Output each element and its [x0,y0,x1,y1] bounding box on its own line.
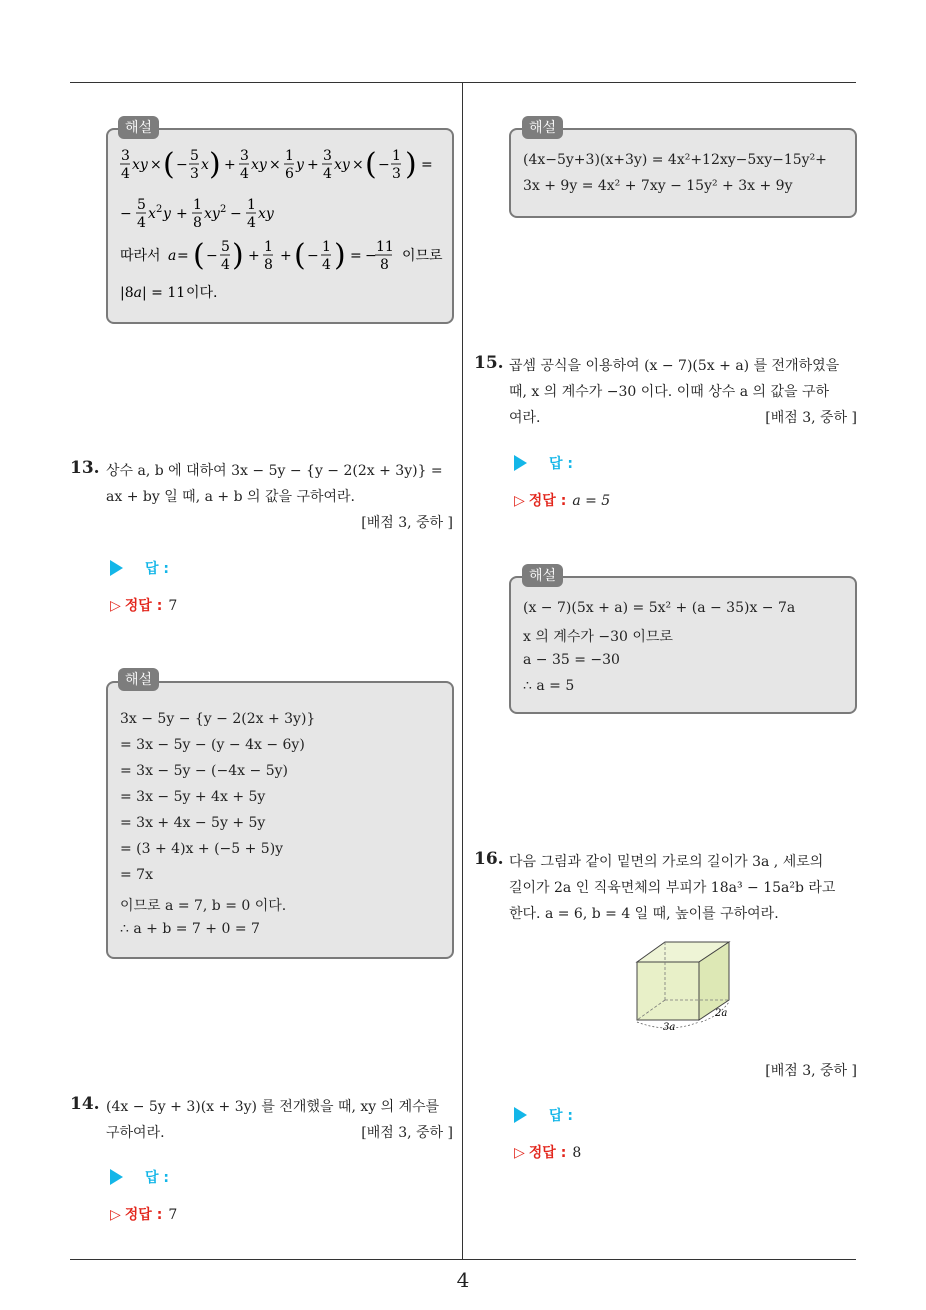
svg-text:−: − [307,248,319,264]
svg-text:−: − [176,157,188,173]
q14-line2: 구하여라. [106,1125,165,1141]
svg-text:(: ( [163,147,175,182]
sol15-line: ∴ a = 5 [523,678,575,694]
svg-text:2: 2 [220,204,227,215]
q15-answer-label: 답 : [514,453,573,473]
q16-answer-label: 답 : [514,1105,573,1125]
svg-text:=: = [350,248,362,264]
sol13-line: 이므로 a = 7, b = 0 이다. [120,898,287,914]
solution-tag-14: 해설 [522,116,563,139]
svg-text:5: 5 [221,239,230,255]
svg-text:4: 4 [121,166,130,182]
svg-text:+: + [176,206,188,222]
cuboid-width-label: 3a [663,1022,676,1033]
svg-text:−: − [230,206,242,222]
sol13-line: ∴ a + b = 7 + 0 = 7 [120,921,260,937]
svg-text:1: 1 [285,148,294,164]
svg-text:=: = [177,248,189,264]
svg-text:2: 2 [156,204,163,215]
q13-number: 13. [70,458,100,478]
sol15-line: (x − 7)(5x + a) = 5x² + (a − 35)x − 7a [523,600,796,616]
column-divider [462,83,463,1260]
svg-text:xy: xy [132,157,148,173]
svg-text:4: 4 [247,215,256,231]
svg-text:): ) [232,238,244,273]
q15-line1: 곱셈 공식을 이용하여 (x − 7)(5x + a) 를 전개하였을 [509,358,840,374]
svg-text:1: 1 [322,239,331,255]
sol13-line: = 3x − 5y − (−4x − 5y) [120,763,288,779]
page-number: 4 [456,1268,470,1292]
q14-answer-label: 답 : [110,1167,169,1187]
svg-text:+: + [280,248,292,264]
sol14-line: 3x + 9y = 4x² + 7xy − 15y² + 3x + 9y [523,178,793,194]
svg-text:a: a [168,248,177,264]
sol15-line: a − 35 = −30 [523,652,620,668]
play-icon [514,455,527,471]
svg-text:11: 11 [376,239,394,255]
solution-12-math [108,130,452,320]
q13-line2: ax + by 일 때, a + b 의 값을 구하여라. [106,489,356,505]
q16-correct: ▷ 정답 : 8 [514,1145,582,1161]
svg-text:+: + [224,157,236,173]
play-icon [110,1169,123,1185]
svg-text:(: ( [294,238,306,273]
svg-text:3: 3 [240,148,249,164]
q13-line1: 상수 a, b 에 대하여 3x − 5y − {y − 2(2x + 3y)} = [106,463,443,479]
q15-line3: 여라. [509,410,541,426]
q14-line1: (4x − 5y + 3)(x + 3y) 를 전개했을 때, xy 의 계수를 [106,1099,440,1115]
triangle-outline-icon: ▷ [110,598,121,614]
sol14-line: (4x−5y+3)(x+3y) = 4x²+12xy−5xy−15y²+ [523,152,827,168]
svg-text:y: y [296,157,304,173]
solution-box-13 [106,681,454,959]
solution-box-15 [509,576,857,714]
svg-text:=: = [421,157,433,173]
solution-tag-13: 해설 [118,668,159,691]
svg-text:(: ( [365,147,377,182]
svg-text:4: 4 [137,215,146,231]
svg-text:+: + [248,248,260,264]
cuboid-front-face [637,962,699,1020]
sol15-line: x 의 계수가 −30 이므로 [523,629,673,645]
q13-correct: ▷ 정답 : 7 [110,598,178,614]
svg-text:1: 1 [247,197,256,213]
svg-text:x: x [201,157,209,173]
sol13-line: = 7x [120,867,153,883]
q14-correct-value: 7 [168,1207,178,1223]
svg-text:y: y [163,206,171,222]
svg-text:−: − [120,206,132,222]
svg-text:이므로: 이므로 [402,248,443,264]
svg-text:xy: xy [334,157,350,173]
svg-text:xy: xy [251,157,267,173]
svg-text:3: 3 [121,148,130,164]
svg-text:4: 4 [322,257,331,273]
q16-line3: 한다. a = 6, b = 4 일 때, 높이를 구하여라. [509,906,779,922]
svg-text:5: 5 [137,197,146,213]
svg-text:8: 8 [264,257,273,273]
svg-text:×: × [352,157,364,173]
svg-text:+: + [307,157,319,173]
q13-answer-label: 답 : [110,558,169,578]
bottom-rule [70,1259,856,1260]
q16-line1: 다음 그림과 같이 밑면의 가로의 길이가 3a , 세로의 [509,854,824,870]
q14-correct: ▷ 정답 : 7 [110,1207,178,1223]
svg-text:4: 4 [323,166,332,182]
svg-text:×: × [269,157,281,173]
q16-correct-value: 8 [572,1145,582,1161]
svg-text:−: − [378,157,390,173]
svg-text:4: 4 [240,166,249,182]
svg-text:−: − [365,248,377,264]
sol13-line: = (3 + 4)x + (−5 + 5)y [120,841,284,857]
q16-number: 16. [474,849,504,869]
svg-text:6: 6 [285,166,294,182]
solution-box-14 [509,128,857,218]
svg-text:×: × [150,157,162,173]
svg-text:1: 1 [193,197,202,213]
play-icon [514,1107,527,1123]
triangle-outline-icon: ▷ [514,493,525,509]
svg-text:4: 4 [221,257,230,273]
svg-text:3: 3 [190,166,199,182]
svg-text:|8a| = 11: |8a| = 11 [120,285,186,301]
svg-text:이다.: 이다. [186,285,218,301]
solution-tag-15: 해설 [522,564,563,587]
svg-text:): ) [405,147,417,182]
svg-text:xy: xy [258,206,274,222]
sol13-line: = 3x + 4x − 5y + 5y [120,815,266,831]
q16-line2: 길이가 2a 인 직육면체의 부피가 18a³ − 15a²b 라고 [509,880,836,896]
top-rule [70,82,856,83]
q15-correct-value: a = 5 [572,493,611,509]
triangle-outline-icon: ▷ [110,1207,121,1223]
q15-meta: [배점 3, 중하 ] [765,410,857,426]
q15-number: 15. [474,353,504,373]
svg-text:8: 8 [193,215,202,231]
q15-correct: ▷ 정답 : a = 5 [514,493,611,509]
q14-meta: [배점 3, 중하 ] [361,1125,453,1141]
sol13-line: 3x − 5y − {y − 2(2x + 3y)} [120,711,316,727]
svg-text:−: − [206,248,218,264]
svg-text:): ) [334,238,346,273]
q16-meta: [배점 3, 중하 ] [765,1063,857,1079]
svg-text:5: 5 [190,148,199,164]
svg-text:따라서: 따라서 [120,248,161,264]
play-icon [110,560,123,576]
q14-number: 14. [70,1094,100,1114]
svg-text:1: 1 [264,239,273,255]
q13-correct-value: 7 [168,598,178,614]
svg-text:(: ( [193,238,205,273]
svg-text:1: 1 [392,148,401,164]
svg-text:3: 3 [392,166,401,182]
q15-line2: 때, x 의 계수가 −30 이다. 이때 상수 a 의 값을 구하 [509,384,830,400]
cuboid-depth-label: 2a [715,1008,728,1019]
svg-text:3: 3 [323,148,332,164]
triangle-outline-icon: ▷ [514,1145,525,1161]
solution-tag-12: 해설 [118,116,159,139]
solution-box-12 [106,128,454,324]
sol13-line: = 3x − 5y + 4x + 5y [120,789,266,805]
svg-text:): ) [209,147,221,182]
svg-text:x: x [148,206,156,222]
cuboid-figure [625,938,765,1038]
q13-meta: [배점 3, 중하 ] [361,515,453,531]
sol13-line: = 3x − 5y − (y − 4x − 6y) [120,737,305,753]
svg-text:8: 8 [380,257,389,273]
svg-text:xy: xy [204,206,220,222]
